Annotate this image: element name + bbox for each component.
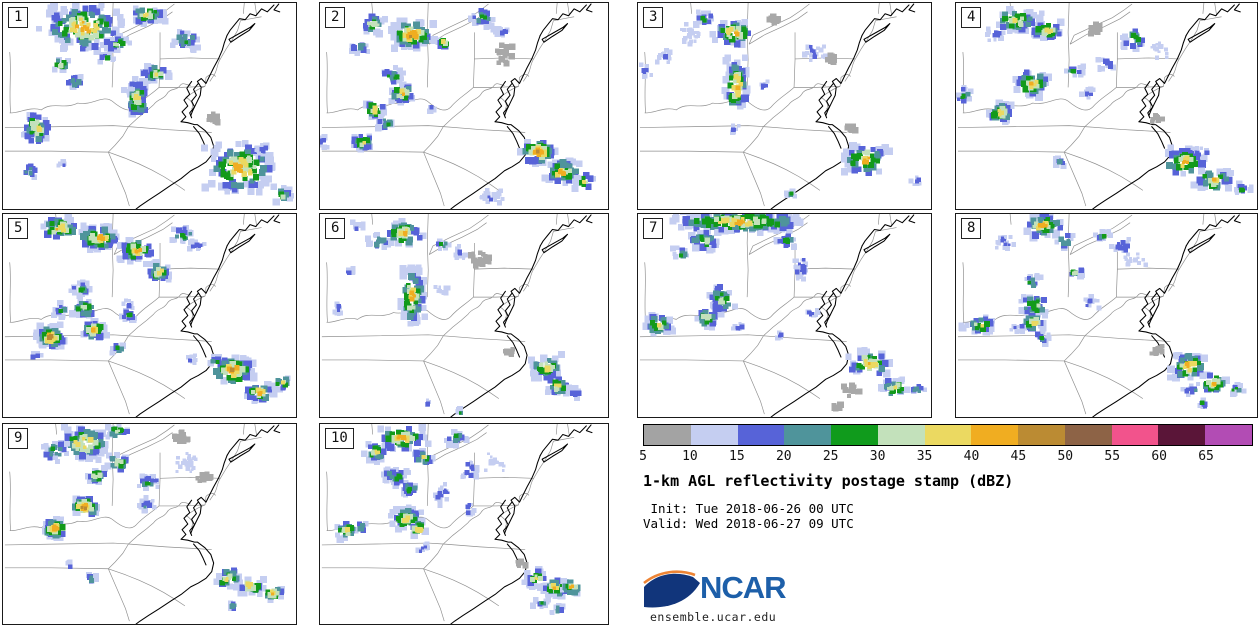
init-time: Init: Tue 2018-06-26 00 UTC xyxy=(643,501,854,516)
member-number-label: 7 xyxy=(643,218,663,239)
colorbar-tick-label: 65 xyxy=(1198,449,1214,464)
member-number-label: 9 xyxy=(8,428,28,449)
member-number-label: 6 xyxy=(325,218,345,239)
colorbar-tick-label: 35 xyxy=(916,449,933,464)
forecast-panel-4 xyxy=(955,2,1258,210)
member-number-label: 4 xyxy=(961,7,981,28)
forecast-panel-5 xyxy=(2,213,297,418)
colorbar-tick-label: 20 xyxy=(775,449,792,464)
colorbar-cell xyxy=(925,425,972,445)
forecast-panel-9 xyxy=(2,423,297,625)
colorbar-cell xyxy=(784,425,831,445)
ensemble-url: ensemble.ucar.edu xyxy=(650,610,777,624)
colorbar xyxy=(643,424,1253,446)
reflectivity-field xyxy=(639,10,921,199)
colorbar-cell xyxy=(1205,425,1252,445)
forecast-panel-2 xyxy=(319,2,609,210)
forecast-panel-6 xyxy=(319,213,609,418)
forecast-panel-7 xyxy=(637,213,932,418)
member-number-label: 8 xyxy=(961,218,981,239)
member-number-label: 3 xyxy=(643,7,663,28)
colorbar-tick-label: 25 xyxy=(822,449,839,464)
reflectivity-field xyxy=(334,424,580,615)
colorbar-tick-label: 45 xyxy=(1010,449,1027,464)
reflectivity-field xyxy=(21,3,294,206)
colorbar-cell xyxy=(1158,425,1205,445)
reflectivity-field xyxy=(643,214,927,411)
member-number-label: 10 xyxy=(325,428,354,449)
colorbar-cell xyxy=(644,425,691,445)
ncar-logo-text: NCAR xyxy=(700,570,786,605)
colorbar-cell xyxy=(691,425,738,445)
colorbar-tick-label: 40 xyxy=(963,449,980,464)
colorbar-tick-label: 30 xyxy=(869,449,886,464)
member-number-label: 1 xyxy=(8,7,28,28)
colorbar-cell xyxy=(1065,425,1112,445)
colorbar-cell xyxy=(738,425,785,445)
reflectivity-field xyxy=(958,214,1246,409)
colorbar-tick-label: 5 xyxy=(639,449,647,464)
reflectivity-field xyxy=(333,218,582,415)
colorbar-tick-label: 60 xyxy=(1151,449,1167,464)
colorbar-ticks xyxy=(639,449,1255,465)
member-number-label: 2 xyxy=(325,7,345,28)
reflectivity-field xyxy=(956,6,1253,195)
forecast-panel-8 xyxy=(955,213,1258,418)
forecast-panel-10 xyxy=(319,423,609,625)
valid-time: Valid: Wed 2018-06-27 09 UTC xyxy=(643,516,854,531)
ncar-logo xyxy=(643,569,863,611)
reflectivity-field xyxy=(320,8,596,205)
member-number-label: 5 xyxy=(8,218,28,239)
colorbar-cell xyxy=(831,425,878,445)
forecast-panel-3 xyxy=(637,2,932,210)
colorbar-cell xyxy=(878,425,925,445)
colorbar-tick-label: 55 xyxy=(1104,449,1121,464)
figure-title: 1-km AGL reflectivity postage stamp (dBZ) xyxy=(643,472,1014,490)
forecast-panel-1 xyxy=(2,2,297,210)
colorbar-tick-label: 50 xyxy=(1057,449,1074,464)
colorbar-cell xyxy=(1112,425,1159,445)
colorbar-cell xyxy=(1018,425,1065,445)
colorbar-tick-label: 10 xyxy=(682,449,698,464)
colorbar-cell xyxy=(971,425,1018,445)
reflectivity-field xyxy=(41,424,285,611)
colorbar-tick-label: 15 xyxy=(729,449,745,464)
